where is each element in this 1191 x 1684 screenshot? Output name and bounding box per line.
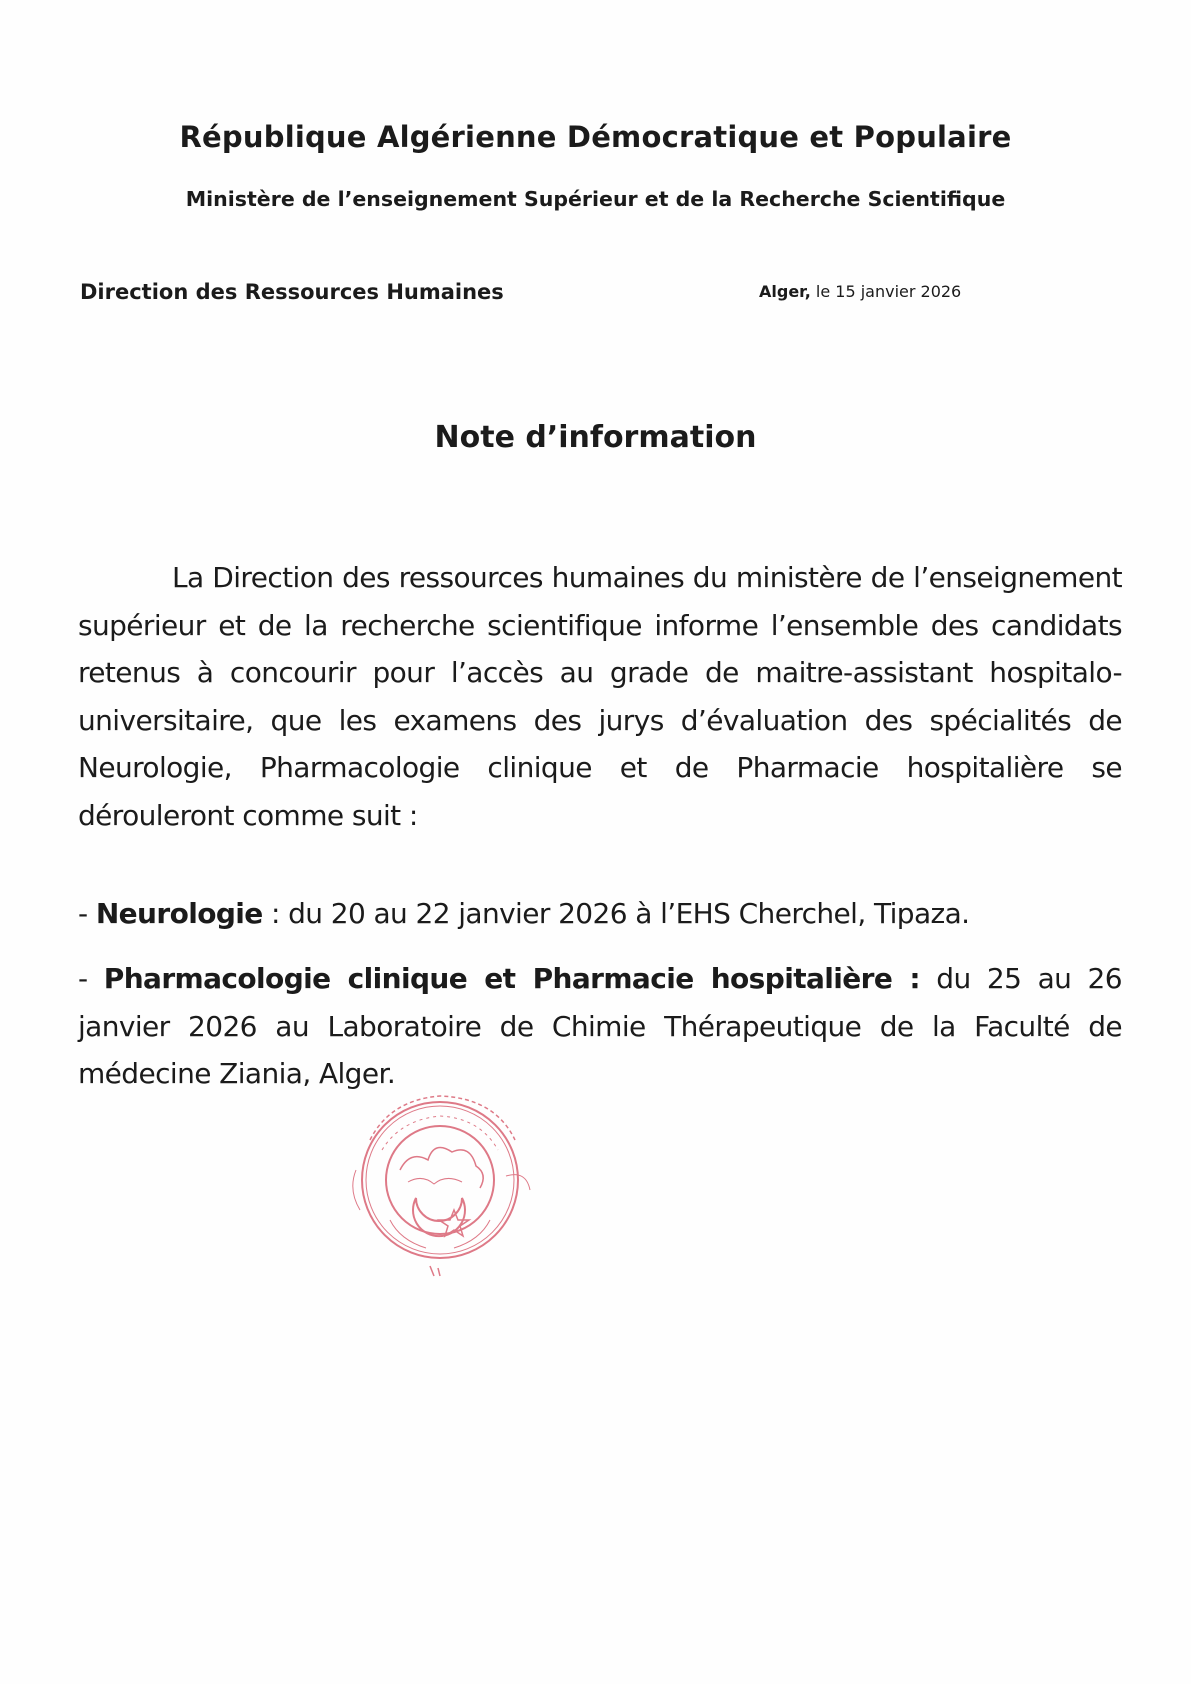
schedule-item-neurologie [78, 890, 1122, 938]
date-text: le 15 janvier 2026 [810, 282, 962, 301]
schedule-item-pharmacologie [78, 955, 1122, 1098]
schedule-label: Neurologie [95, 897, 263, 930]
ministry-header: Ministère de l’enseignement Supérieur et de la Recherche Scientifique [185, 187, 1006, 211]
date-city: Alger, [759, 282, 811, 301]
document-title: Note d’information [434, 420, 757, 455]
official-seal-icon [330, 1070, 560, 1290]
schedule-dash: - [78, 962, 104, 995]
direction-header: Direction des Ressources Humaines [80, 280, 504, 304]
body-paragraph: La Direction des ressources humaines du ministère de l’enseignement supérieur et de la recherche scientifique informe l’ensemble des candidats retenus à concourir pour l’accès au grade de maitre-assistant hospitalo-universitaire, que les examens des jurys d’évaluation des spécialités de Neurologie, Pharmacologie clinique et de Pharmacie hospitalière se dérouleront comme suit : [78, 561, 1122, 832]
document-date [759, 282, 961, 301]
country-header: République Algérienne Démocratique et Populaire [179, 120, 1012, 154]
schedule-text: : du 20 au 22 janvier 2026 à l’EHS Cherchel, Tipaza. [262, 897, 970, 930]
schedule-dash: - [78, 897, 96, 930]
schedule-label: Pharmacologie clinique et Pharmacie hospitalière : [103, 962, 920, 995]
schedule-text: du 25 au 26 janvier 2026 au Laboratoire de Chimie Thérapeutique de la Faculté de médecine Ziania, Alger. [78, 962, 1122, 1090]
